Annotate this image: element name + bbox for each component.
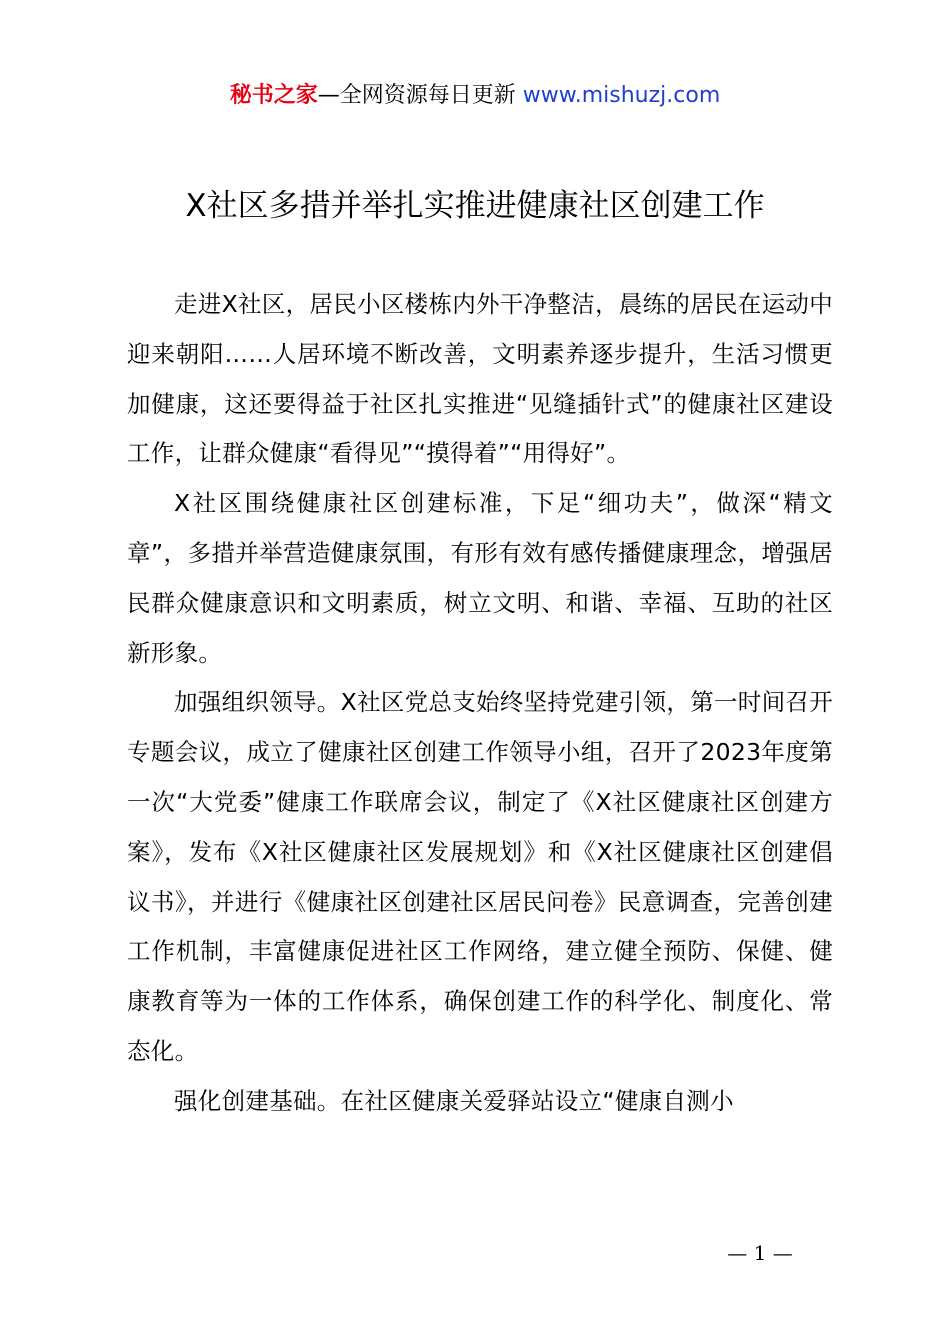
paragraph-4: 强化创建基础。在社区健康关爱驿站设立“健康自测小 <box>174 1086 734 1115</box>
paragraph-1: 走进X社区，居民小区楼栋内外干净整洁，晨练的居民在运动中迎来朝阳……人居环境不断改善，文明素养逐步提升，生活习惯更加健康，这还要得益于社区扎实推进“见缝插针式”的健康社区建设工作，让群众健康“看得见”“摸得着”“用得好”。 <box>127 290 833 468</box>
document-title: X社区多措并举扎实推进健康社区创建工作 <box>185 188 765 224</box>
paragraph-3: 加强组织领导。X社区党总支始终坚持党建引领，第一时间召开专题会议，成立了健康社区创建工作领导小组，召开了2023年度第一次“大党委”健康工作联席会议，制定了《X社区健康社区创建方案》，发布《X社区健康社区发展规划》和《X社区健康社区创建倡议书》，并进行《健康社区创建社区居民问卷》民意调查，完善创建工作机制，丰富健康促进社区工作网络，建立健全预防、保健、健康教育等为一体的工作体系，确保创建工作的科学化、制度化、常态化。 <box>127 688 833 1065</box>
page-header <box>0 80 950 112</box>
paragraph-2: X社区围绕健康社区创建标准，下足“细功夫”，做深“精文章”，多措并举营造健康氛围，有形有效有感传播健康理念，增强居民群众健康意识和文明素质，树立文明、和谐、幸福、互助的社区新形象。 <box>127 489 833 667</box>
page-number: — 1 — <box>727 1241 793 1265</box>
site-url-link[interactable]: www.mishuzj.com <box>522 83 721 108</box>
header-tagline: —全网资源每日更新 <box>317 83 516 108</box>
brand-name: 秘书之家 <box>229 83 318 108</box>
document-body <box>127 280 833 1127</box>
